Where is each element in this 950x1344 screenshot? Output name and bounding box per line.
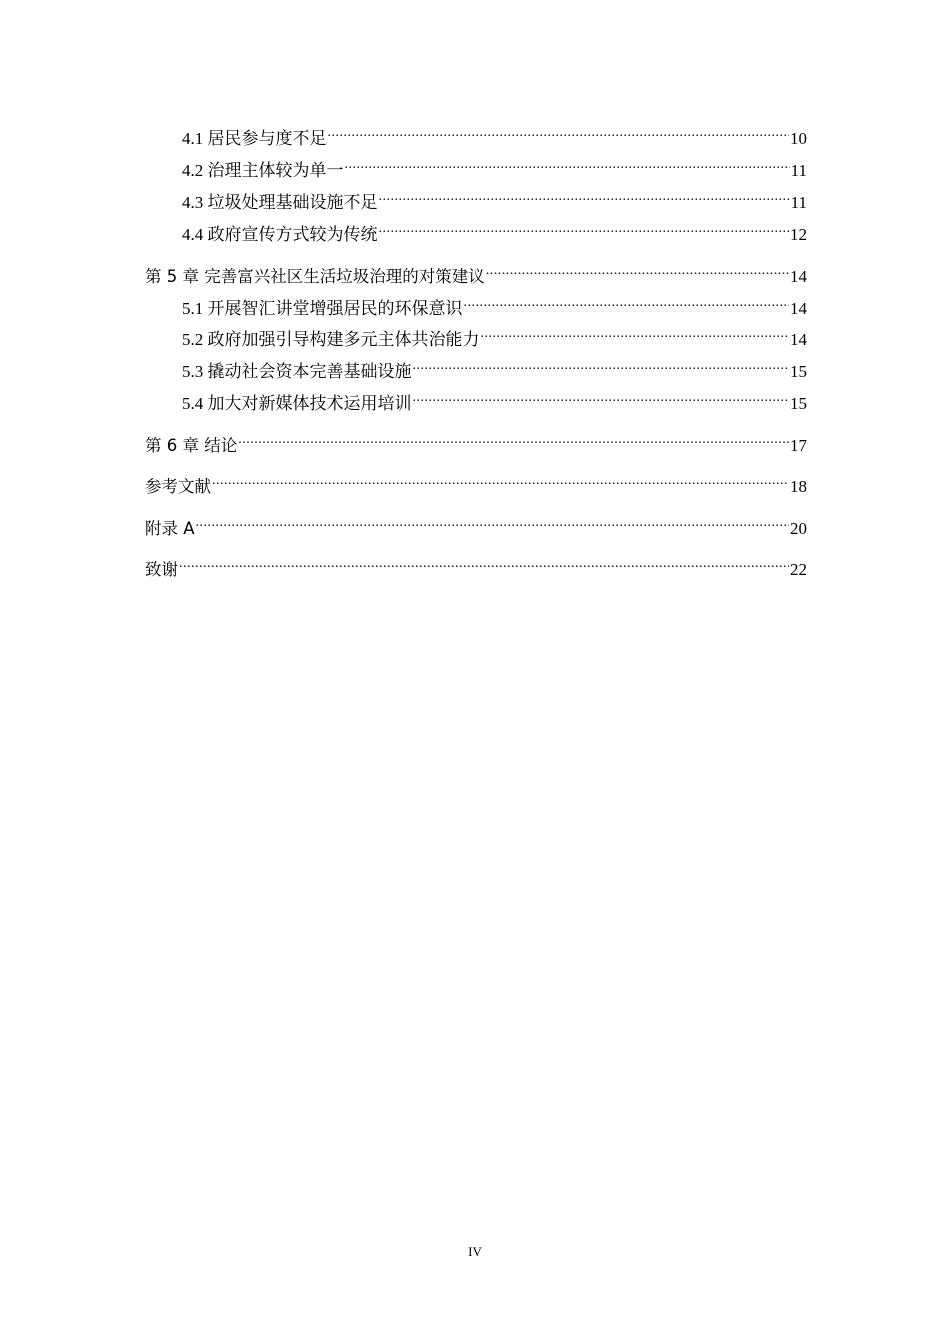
toc-dot-leader: [413, 385, 790, 409]
toc-dot-leader: [345, 152, 790, 176]
toc-entry-page: 14: [790, 267, 807, 286]
toc-dot-leader: [486, 258, 789, 282]
toc-dot-leader: [238, 427, 789, 451]
toc-entry-title: 5.1 开展智汇讲堂增强居民的环保意识: [182, 299, 463, 318]
toc-entry-page: 15: [790, 394, 807, 413]
toc-entry-title: 4.2 治理主体较为单一: [182, 161, 344, 180]
toc-entry-5-1[interactable]: [182, 290, 807, 318]
toc-entry-chapter-6[interactable]: [145, 427, 807, 455]
toc-dot-leader: [212, 468, 789, 492]
toc-dot-leader: [328, 120, 790, 144]
toc-entry-5-4[interactable]: [182, 385, 807, 413]
toc-entry-page: 22: [790, 560, 807, 579]
toc-entry-chapter-5[interactable]: [145, 258, 807, 286]
toc-entry-title: 致谢: [145, 560, 178, 579]
toc-dot-leader: [196, 510, 789, 534]
toc-entry-title: 5.3 撬动社会资本完善基础设施: [182, 362, 412, 381]
toc-entry-page: 15: [790, 362, 807, 381]
toc-dot-leader: [481, 321, 790, 345]
toc-entry-title: 5.2 政府加强引导构建多元主体共治能力: [182, 330, 480, 349]
toc-entry-4-2[interactable]: [182, 152, 807, 180]
toc-entry-5-3[interactable]: [182, 353, 807, 381]
toc-entry-title: 4.4 政府宣传方式较为传统: [182, 225, 378, 244]
toc-entry-page: 12: [790, 225, 807, 244]
toc-entry-title: 第 6 章 结论: [145, 436, 238, 455]
toc-entry-title: 4.1 居民参与度不足: [182, 129, 327, 148]
toc-entry-4-1[interactable]: [182, 120, 807, 148]
toc-dot-leader: [379, 184, 790, 208]
toc-entry-title: 附录 A: [145, 519, 195, 538]
toc-entry-page: 18: [790, 477, 807, 496]
toc-entry-page: 14: [790, 299, 807, 318]
toc-entry-references[interactable]: [145, 468, 807, 496]
toc-dot-leader: [179, 551, 789, 575]
toc-entry-page: 17: [790, 436, 807, 455]
toc-dot-leader: [413, 353, 790, 377]
toc-dot-leader: [379, 216, 790, 240]
toc-entry-page: 11: [790, 161, 807, 180]
toc-entry-title: 4.3 垃圾处理基础设施不足: [182, 193, 378, 212]
toc-entry-page: 11: [790, 193, 807, 212]
toc-entry-page: 10: [790, 129, 807, 148]
toc-entry-5-2[interactable]: [182, 321, 807, 349]
toc-entry-page: 20: [790, 519, 807, 538]
toc-entry-title: 5.4 加大对新媒体技术运用培训: [182, 394, 412, 413]
toc-entry-4-3[interactable]: [182, 184, 807, 212]
toc-dot-leader: [464, 290, 790, 314]
toc-entry-appendix-a[interactable]: [145, 510, 807, 538]
page-number-footer: IV: [468, 1244, 482, 1259]
toc-entry-page: 14: [790, 330, 807, 349]
toc-entry-title: 参考文献: [145, 477, 211, 496]
toc-entry-4-4[interactable]: [182, 216, 807, 244]
toc-entry-acknowledgements[interactable]: [145, 551, 807, 579]
toc-entry-title: 第 5 章 完善富兴社区生活垃圾治理的对策建议: [145, 267, 485, 286]
